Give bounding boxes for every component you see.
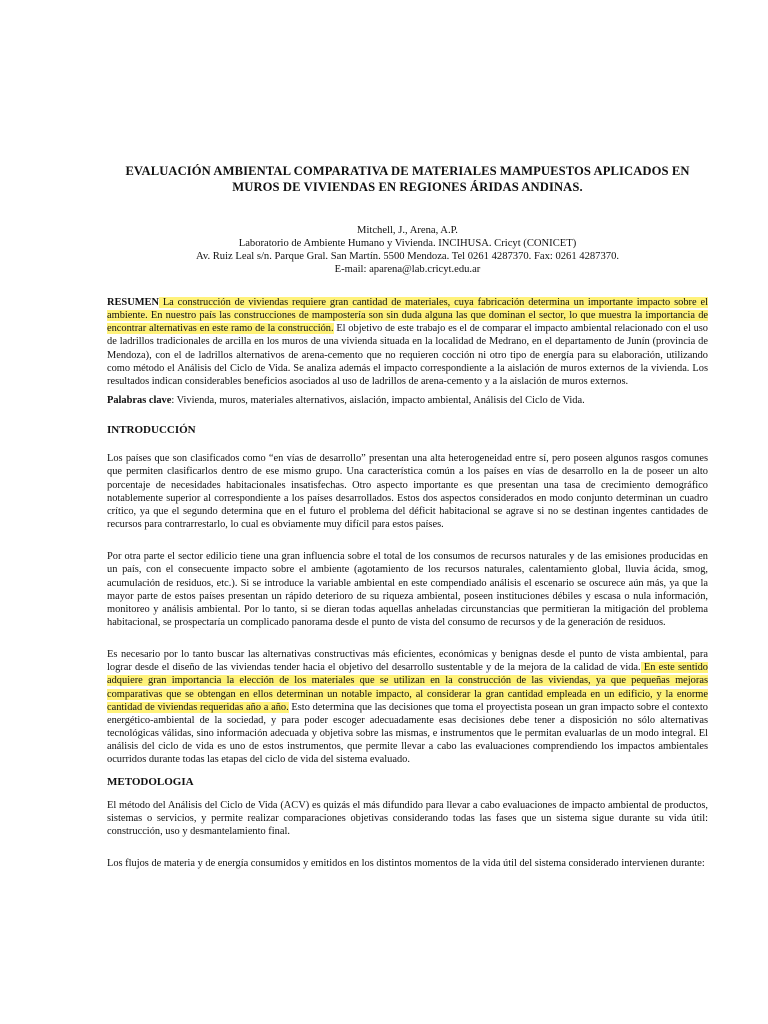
author-block — [107, 224, 708, 276]
keywords-label: Palabras clave — [107, 395, 172, 407]
section-heading-introduccion: INTRODUCCIÓN — [107, 424, 196, 437]
abstract-label: RESUMEN — [107, 297, 159, 308]
intro-paragraph-2: Por otra parte el sector edilicio tiene una gran influencia sobre el total de los consumos de recursos naturales y de las emisiones producidas en un país, con el consecuente impacto sobre el ambiente (agotamiento de los recursos naturales, calentamiento global, lluvia ácida, smog, acumulación de residuos, etc.). Si se introduce la variable ambiental en este compendiado análisis el escenario se oscurece aún más, ya que la mayor parte de estos países presentan un rápido deterioro de su riqueza ambiental, poseen instituciones débiles y escasa o nula información, monitoreo y análisis ambiental. Por lo tanto, si se dieran todas aquellas anheladas circunstancias que permitieran la mitigación del problema habitacional, se prospectaría un complicado panorama desde el punto de vista del consumo de recursos y de la generación de residuos. — [107, 551, 708, 628]
intro-paragraph-1: Los países que son clasificados como “en vías de desarrollo” presentan una alta heterogeneidad entre sí, pero poseen algunos rasgos comunes que permiten clasificarlos dentro de ese mismo grupo. Una característica común a los países en vías de desarrollo en la de poseer un alto porcentaje de necesidades habitacionales insatisfechas. Otro aspecto importante es que presentan una tasa de crecimiento demográfico notablemente superior al correspondiente a los países desarrollados. Estos dos aspectos considerados en modo conjunto determinan un cuadro crítico, ya que el segundo determina que en el futuro el problema del déficit habitacional se agrave si no se destinan ingentes cantidades de recursos para contrarrestarlo, lo cual es obviamente muy difícil para estos países. — [107, 453, 708, 531]
intro-paragraph-3-end: Esto determina que las decisiones que toma el proyectista posean un gran impacto sobre el contexto energético-ambiental de la sociedad, y para poder escoger adecuadamente esas decisiones debe tener a disposición no sólo alternativas tecnológicas válidas, sino información adecuada y objetiva sobre las mismas, e instrumentos que le permitan evaluarlas de un modo integral. El análisis del ciclo de vida es uno de estos instrumentos, que permite llevar a cabo las evaluaciones comprendiendo los impactos ambientales ocurridos durante todas las etapas del ciclo de vida del sistema evaluado. — [107, 701, 708, 766]
author-address: Av. Ruiz Leal s/n. Parque Gral. San Martín. 5500 Mendoza. Tel 0261 4287370. Fax: 0261 4287370. — [195, 251, 620, 262]
title-line-2: MUROS DE VIVIENDAS EN REGIONES ÁRIDAS ANDINAS. — [232, 180, 583, 194]
intro-paragraph-3-highlighted: En este sentido adquiere gran importancia la elección de los materiales que se utilizan en la construcción de las viviendas, ya que pequeñas mejoras comparativas que se obtengan en ellos determinan un notable impacto, al considerar la gran cantidad empleada en un edificio, y la enorme cantidad de viviendas requeridas año a año. — [107, 662, 708, 713]
method-paragraph-2: Los flujos de materia y de energía consumidos y emitidos en los distintos momentos de la vida útil del sistema considerado intervienen durante: — [107, 858, 705, 869]
abstract-paragraph — [107, 296, 708, 388]
keywords-paragraph — [107, 394, 708, 407]
abstract-text: El objetivo de este trabajo es el de comparar el impacto ambiental relacionado con el uso de ladrillos tradicionales de arcilla en los muros de una vivienda situada en la localidad de Medrano, en el departamento de Junín (provincia de Mendoza), con el de ladrillos alternativos de arena-cemento que no requieren cocción ni otro tipo de energía para su elaboración, utilizando como método el Análisis del Ciclo de Vida. Se analiza además el impacto correspondiente a la aislación de muros externos de la vivienda. Los resultados indican considerables beneficios asociados al uso de ladrillos de arena-cemento y a la aislación de muros externos. — [107, 323, 709, 387]
section-heading-metodologia: METODOLOGIA — [107, 775, 194, 788]
intro-paragraph-3-start: Es necesario por lo tanto buscar las alternativas constructivas más eficientes, económicas y benignas desde el punto de vista ambiental, para lograr desde el diseño de las viviendas tender hacia el objetivo del desarrollo sustentable y de la mejora de la calidad de vida. — [107, 649, 708, 674]
author-names: Mitchell, J., Arena, A.P. — [357, 225, 458, 236]
title-line-1: EVALUACIÓN AMBIENTAL COMPARATIVA DE MATERIALES MAMPUESTOS APLICADOS EN — [125, 164, 690, 178]
abstract-highlighted-text: La construcción de viviendas requiere gran cantidad de materiales, cuya fabricación determina un importante impacto sobre el ambiente. En nuestro país las construcciones de mampostería son sin duda alguna las que dominan el sector, lo que muestra la importancia de encontrar alternativas en este ramo de la construcción. — [107, 297, 708, 335]
keywords-text: : Vivienda, muros, materiales alternativos, aislación, impacto ambiental, Análisis del Ciclo de Vida. — [171, 395, 585, 407]
author-lab: Laboratorio de Ambiente Humano y Vivienda. INCIHUSA. Cricyt (CONICET) — [238, 238, 577, 249]
author-email: E-mail: aparena@lab.cricyt.edu.ar — [334, 264, 481, 275]
paper-title — [107, 163, 708, 195]
intro-paragraph-3 — [107, 648, 708, 766]
method-paragraph-1: El método del Análisis del Ciclo de Vida (ACV) es quizás el más difundido para llevar a cabo evaluaciones de impacto ambiental de productos, sistemas o servicios, y permite realizar comparaciones objetivas considerando todas las fases que un sistema sigue durante su vida útil: construcción, uso y desmantelamiento final. — [107, 799, 708, 837]
